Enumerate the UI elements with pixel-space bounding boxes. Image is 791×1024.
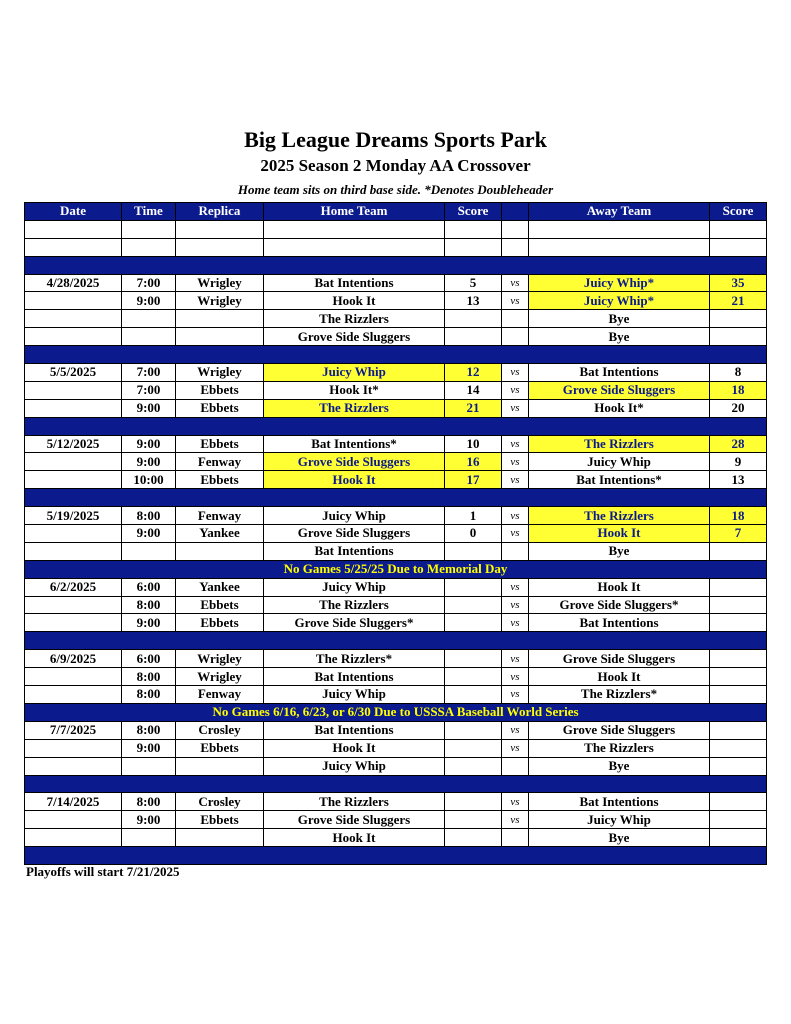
date-cell [25,686,122,704]
home-team-cell: Hook It [264,739,445,757]
away-score-cell [710,739,767,757]
home-score-cell [445,739,502,757]
time-cell: 9:00 [122,614,176,632]
vs-cell [502,542,529,560]
empty-cell [176,238,264,256]
vs-cell: vs [502,578,529,596]
empty-cell [529,238,710,256]
home-team-cell: Juicy Whip [264,757,445,775]
time-cell [122,328,176,346]
page-title: Big League Dreams Sports Park [244,127,547,152]
away-score-cell [710,650,767,668]
home-team-cell: Bat Intentions [264,542,445,560]
home-score-cell [445,793,502,811]
game-row [25,381,767,399]
home-score-cell [445,668,502,686]
vs-cell: vs [502,739,529,757]
date-cell [25,614,122,632]
date-cell: 7/14/2025 [25,793,122,811]
time-cell: 8:00 [122,668,176,686]
vs-cell: vs [502,435,529,453]
date-cell [25,542,122,560]
game-row [25,829,767,847]
date-cell: 6/9/2025 [25,650,122,668]
vs-cell: vs [502,793,529,811]
date-cell [25,668,122,686]
away-score-cell: 20 [710,399,767,417]
date-cell [25,739,122,757]
replica-cell [176,757,264,775]
replica-cell [176,542,264,560]
away-score-cell [710,310,767,328]
column-header: Replica [176,203,264,221]
game-row [25,525,767,543]
date-cell: 4/28/2025 [25,274,122,292]
empty-cell [122,220,176,238]
vs-cell: vs [502,650,529,668]
notice-text: No Games 6/16, 6/23, or 6/30 Due to USSSA Baseball World Series [25,703,767,721]
away-team-cell: Juicy Whip [529,453,710,471]
time-cell: 9:00 [122,435,176,453]
home-team-cell: The Rizzlers* [264,650,445,668]
away-team-cell: Hook It [529,578,710,596]
replica-cell: Wrigley [176,650,264,668]
separator-cell [25,632,767,650]
date-cell [25,292,122,310]
replica-cell [176,310,264,328]
game-row [25,668,767,686]
home-score-cell [445,596,502,614]
replica-cell: Yankee [176,578,264,596]
away-score-cell [710,596,767,614]
date-cell: 6/2/2025 [25,578,122,596]
week-separator [25,632,767,650]
away-team-cell: Bye [529,757,710,775]
replica-cell: Fenway [176,686,264,704]
replica-cell: Crosley [176,721,264,739]
away-team-cell: Grove Side Sluggers [529,721,710,739]
away-team-cell: Juicy Whip* [529,292,710,310]
away-team-cell: Grove Side Sluggers* [529,596,710,614]
home-score-cell: 5 [445,274,502,292]
vs-cell [502,328,529,346]
away-score-cell: 9 [710,453,767,471]
home-score-cell [445,578,502,596]
time-cell: 6:00 [122,650,176,668]
away-team-cell: The Rizzlers [529,435,710,453]
time-cell: 8:00 [122,793,176,811]
home-score-cell: 10 [445,435,502,453]
away-score-cell [710,721,767,739]
blank-row [25,220,767,238]
empty-cell [25,238,122,256]
time-cell: 8:00 [122,721,176,739]
away-score-cell [710,614,767,632]
home-score-cell [445,542,502,560]
home-score-cell: 1 [445,507,502,525]
away-score-cell [710,757,767,775]
replica-cell: Wrigley [176,274,264,292]
game-row [25,739,767,757]
home-score-cell [445,310,502,328]
home-score-cell [445,811,502,829]
away-score-cell [710,829,767,847]
game-row [25,757,767,775]
home-team-cell: Bat Intentions [264,274,445,292]
week-separator [25,847,767,865]
away-score-cell: 13 [710,471,767,489]
empty-cell [445,220,502,238]
vs-cell: vs [502,507,529,525]
home-team-cell: Grove Side Sluggers* [264,614,445,632]
time-cell [122,542,176,560]
home-team-cell: Juicy Whip [264,578,445,596]
away-team-cell: Grove Side Sluggers [529,650,710,668]
game-row [25,542,767,560]
game-row [25,596,767,614]
column-header: Time [122,203,176,221]
replica-cell: Ebbets [176,596,264,614]
home-score-cell: 16 [445,453,502,471]
time-cell: 8:00 [122,596,176,614]
week-separator [25,256,767,274]
home-team-cell: Hook It* [264,381,445,399]
replica-cell: Fenway [176,507,264,525]
vs-cell: vs [502,399,529,417]
date-cell [25,453,122,471]
away-score-cell: 8 [710,364,767,382]
time-cell: 8:00 [122,686,176,704]
vs-cell: vs [502,811,529,829]
time-cell: 9:00 [122,811,176,829]
game-row [25,578,767,596]
date-cell [25,381,122,399]
time-cell [122,829,176,847]
replica-cell: Yankee [176,525,264,543]
empty-cell [502,238,529,256]
date-cell: 7/7/2025 [25,721,122,739]
home-team-cell: The Rizzlers [264,596,445,614]
time-cell: 10:00 [122,471,176,489]
away-team-cell: Hook It [529,668,710,686]
away-team-cell: Juicy Whip* [529,274,710,292]
empty-cell [25,220,122,238]
notice-row [25,703,767,721]
away-score-cell [710,686,767,704]
footer-note: Playoffs will start 7/21/2025 [26,864,180,879]
vs-cell: vs [502,471,529,489]
home-team-cell: Juicy Whip [264,686,445,704]
home-team-cell: Grove Side Sluggers [264,328,445,346]
date-cell [25,471,122,489]
column-header: Away Team [529,203,710,221]
home-score-cell [445,650,502,668]
away-score-cell [710,668,767,686]
home-team-cell: Hook It [264,292,445,310]
empty-cell [264,220,445,238]
separator-cell [25,417,767,435]
page-subtitle: 2025 Season 2 Monday AA Crossover [260,156,531,175]
home-team-cell: Bat Intentions* [264,435,445,453]
time-cell: 9:00 [122,739,176,757]
game-row [25,292,767,310]
time-cell: 9:00 [122,453,176,471]
vs-cell: vs [502,614,529,632]
vs-cell: vs [502,686,529,704]
away-score-cell: 18 [710,507,767,525]
separator-cell [25,775,767,793]
time-cell: 7:00 [122,381,176,399]
home-team-cell: Grove Side Sluggers [264,525,445,543]
time-cell: 7:00 [122,364,176,382]
away-team-cell: Bye [529,542,710,560]
replica-cell: Wrigley [176,364,264,382]
vs-cell: vs [502,453,529,471]
column-header: Score [710,203,767,221]
home-score-cell: 12 [445,364,502,382]
away-score-cell: 18 [710,381,767,399]
home-score-cell: 17 [445,471,502,489]
home-score-cell [445,757,502,775]
away-score-cell: 35 [710,274,767,292]
away-score-cell [710,811,767,829]
date-cell: 5/19/2025 [25,507,122,525]
away-score-cell [710,793,767,811]
away-team-cell: Hook It [529,525,710,543]
vs-cell: vs [502,292,529,310]
time-cell: 9:00 [122,399,176,417]
away-team-cell: The Rizzlers [529,507,710,525]
time-cell: 6:00 [122,578,176,596]
week-separator [25,417,767,435]
away-score-cell: 28 [710,435,767,453]
empty-cell [710,238,767,256]
column-header: Date [25,203,122,221]
replica-cell: Wrigley [176,292,264,310]
replica-cell [176,829,264,847]
game-row [25,453,767,471]
game-row [25,811,767,829]
away-team-cell: Bye [529,829,710,847]
date-cell [25,328,122,346]
game-row [25,274,767,292]
notice-row [25,560,767,578]
replica-cell: Fenway [176,453,264,471]
away-team-cell: Bat Intentions [529,364,710,382]
date-cell: 5/5/2025 [25,364,122,382]
home-team-cell: Hook It [264,471,445,489]
date-cell [25,596,122,614]
home-score-cell [445,721,502,739]
home-score-cell [445,829,502,847]
replica-cell: Ebbets [176,399,264,417]
replica-cell: Ebbets [176,739,264,757]
vs-cell: vs [502,668,529,686]
away-team-cell: Bat Intentions* [529,471,710,489]
away-team-cell: Bat Intentions [529,614,710,632]
separator-cell [25,489,767,507]
game-row [25,328,767,346]
away-team-cell: Bye [529,310,710,328]
page-note: Home team sits on third base side. *Denotes Doubleheader [237,182,554,197]
home-score-cell: 21 [445,399,502,417]
time-cell: 9:00 [122,292,176,310]
game-row [25,650,767,668]
time-cell: 9:00 [122,525,176,543]
replica-cell [176,328,264,346]
away-team-cell: Juicy Whip [529,811,710,829]
empty-cell [264,238,445,256]
table-header-row [25,203,767,221]
replica-cell: Ebbets [176,614,264,632]
date-cell [25,399,122,417]
week-separator [25,489,767,507]
replica-cell: Ebbets [176,435,264,453]
empty-cell [122,238,176,256]
separator-cell [25,847,767,865]
home-score-cell [445,686,502,704]
date-cell [25,525,122,543]
week-separator [25,775,767,793]
home-team-cell: Juicy Whip [264,507,445,525]
home-team-cell: The Rizzlers [264,399,445,417]
empty-cell [176,220,264,238]
column-header: Score [445,203,502,221]
week-separator [25,346,767,364]
date-cell [25,310,122,328]
away-score-cell [710,542,767,560]
empty-cell [445,238,502,256]
separator-cell [25,256,767,274]
away-score-cell: 21 [710,292,767,310]
vs-cell: vs [502,381,529,399]
replica-cell: Ebbets [176,811,264,829]
replica-cell: Crosley [176,793,264,811]
home-team-cell: Juicy Whip [264,364,445,382]
time-cell [122,310,176,328]
vs-cell: vs [502,596,529,614]
time-cell [122,757,176,775]
game-row [25,721,767,739]
date-cell [25,811,122,829]
empty-cell [502,220,529,238]
home-score-cell [445,328,502,346]
game-row [25,471,767,489]
empty-cell [529,220,710,238]
game-row [25,399,767,417]
date-cell [25,829,122,847]
home-team-cell: Grove Side Sluggers [264,453,445,471]
replica-cell: Ebbets [176,471,264,489]
vs-cell [502,757,529,775]
away-score-cell [710,578,767,596]
home-team-cell: Bat Intentions [264,721,445,739]
vs-cell: vs [502,525,529,543]
game-row [25,507,767,525]
blank-row [25,238,767,256]
home-team-cell: Bat Intentions [264,668,445,686]
game-row [25,364,767,382]
vs-cell: vs [502,364,529,382]
separator-cell [25,346,767,364]
away-score-cell [710,328,767,346]
vs-cell [502,310,529,328]
home-score-cell: 13 [445,292,502,310]
replica-cell: Wrigley [176,668,264,686]
away-team-cell: Bye [529,328,710,346]
away-team-cell: The Rizzlers [529,739,710,757]
vs-cell [502,829,529,847]
game-row [25,686,767,704]
vs-cell: vs [502,721,529,739]
home-score-cell: 0 [445,525,502,543]
column-header: Home Team [264,203,445,221]
time-cell: 8:00 [122,507,176,525]
home-team-cell: The Rizzlers [264,793,445,811]
vs-cell: vs [502,274,529,292]
game-row [25,435,767,453]
time-cell: 7:00 [122,274,176,292]
home-team-cell: The Rizzlers [264,310,445,328]
away-team-cell: Bat Intentions [529,793,710,811]
game-row [25,310,767,328]
date-cell [25,757,122,775]
home-team-cell: Grove Side Sluggers [264,811,445,829]
home-score-cell [445,614,502,632]
replica-cell: Ebbets [176,381,264,399]
date-cell: 5/12/2025 [25,435,122,453]
schedule-table [24,202,767,865]
column-header [502,203,529,221]
away-team-cell: The Rizzlers* [529,686,710,704]
empty-cell [710,220,767,238]
game-row [25,614,767,632]
away-score-cell: 7 [710,525,767,543]
away-team-cell: Hook It* [529,399,710,417]
notice-text: No Games 5/25/25 Due to Memorial Day [25,560,767,578]
home-score-cell: 14 [445,381,502,399]
home-team-cell: Hook It [264,829,445,847]
game-row [25,793,767,811]
away-team-cell: Grove Side Sluggers [529,381,710,399]
